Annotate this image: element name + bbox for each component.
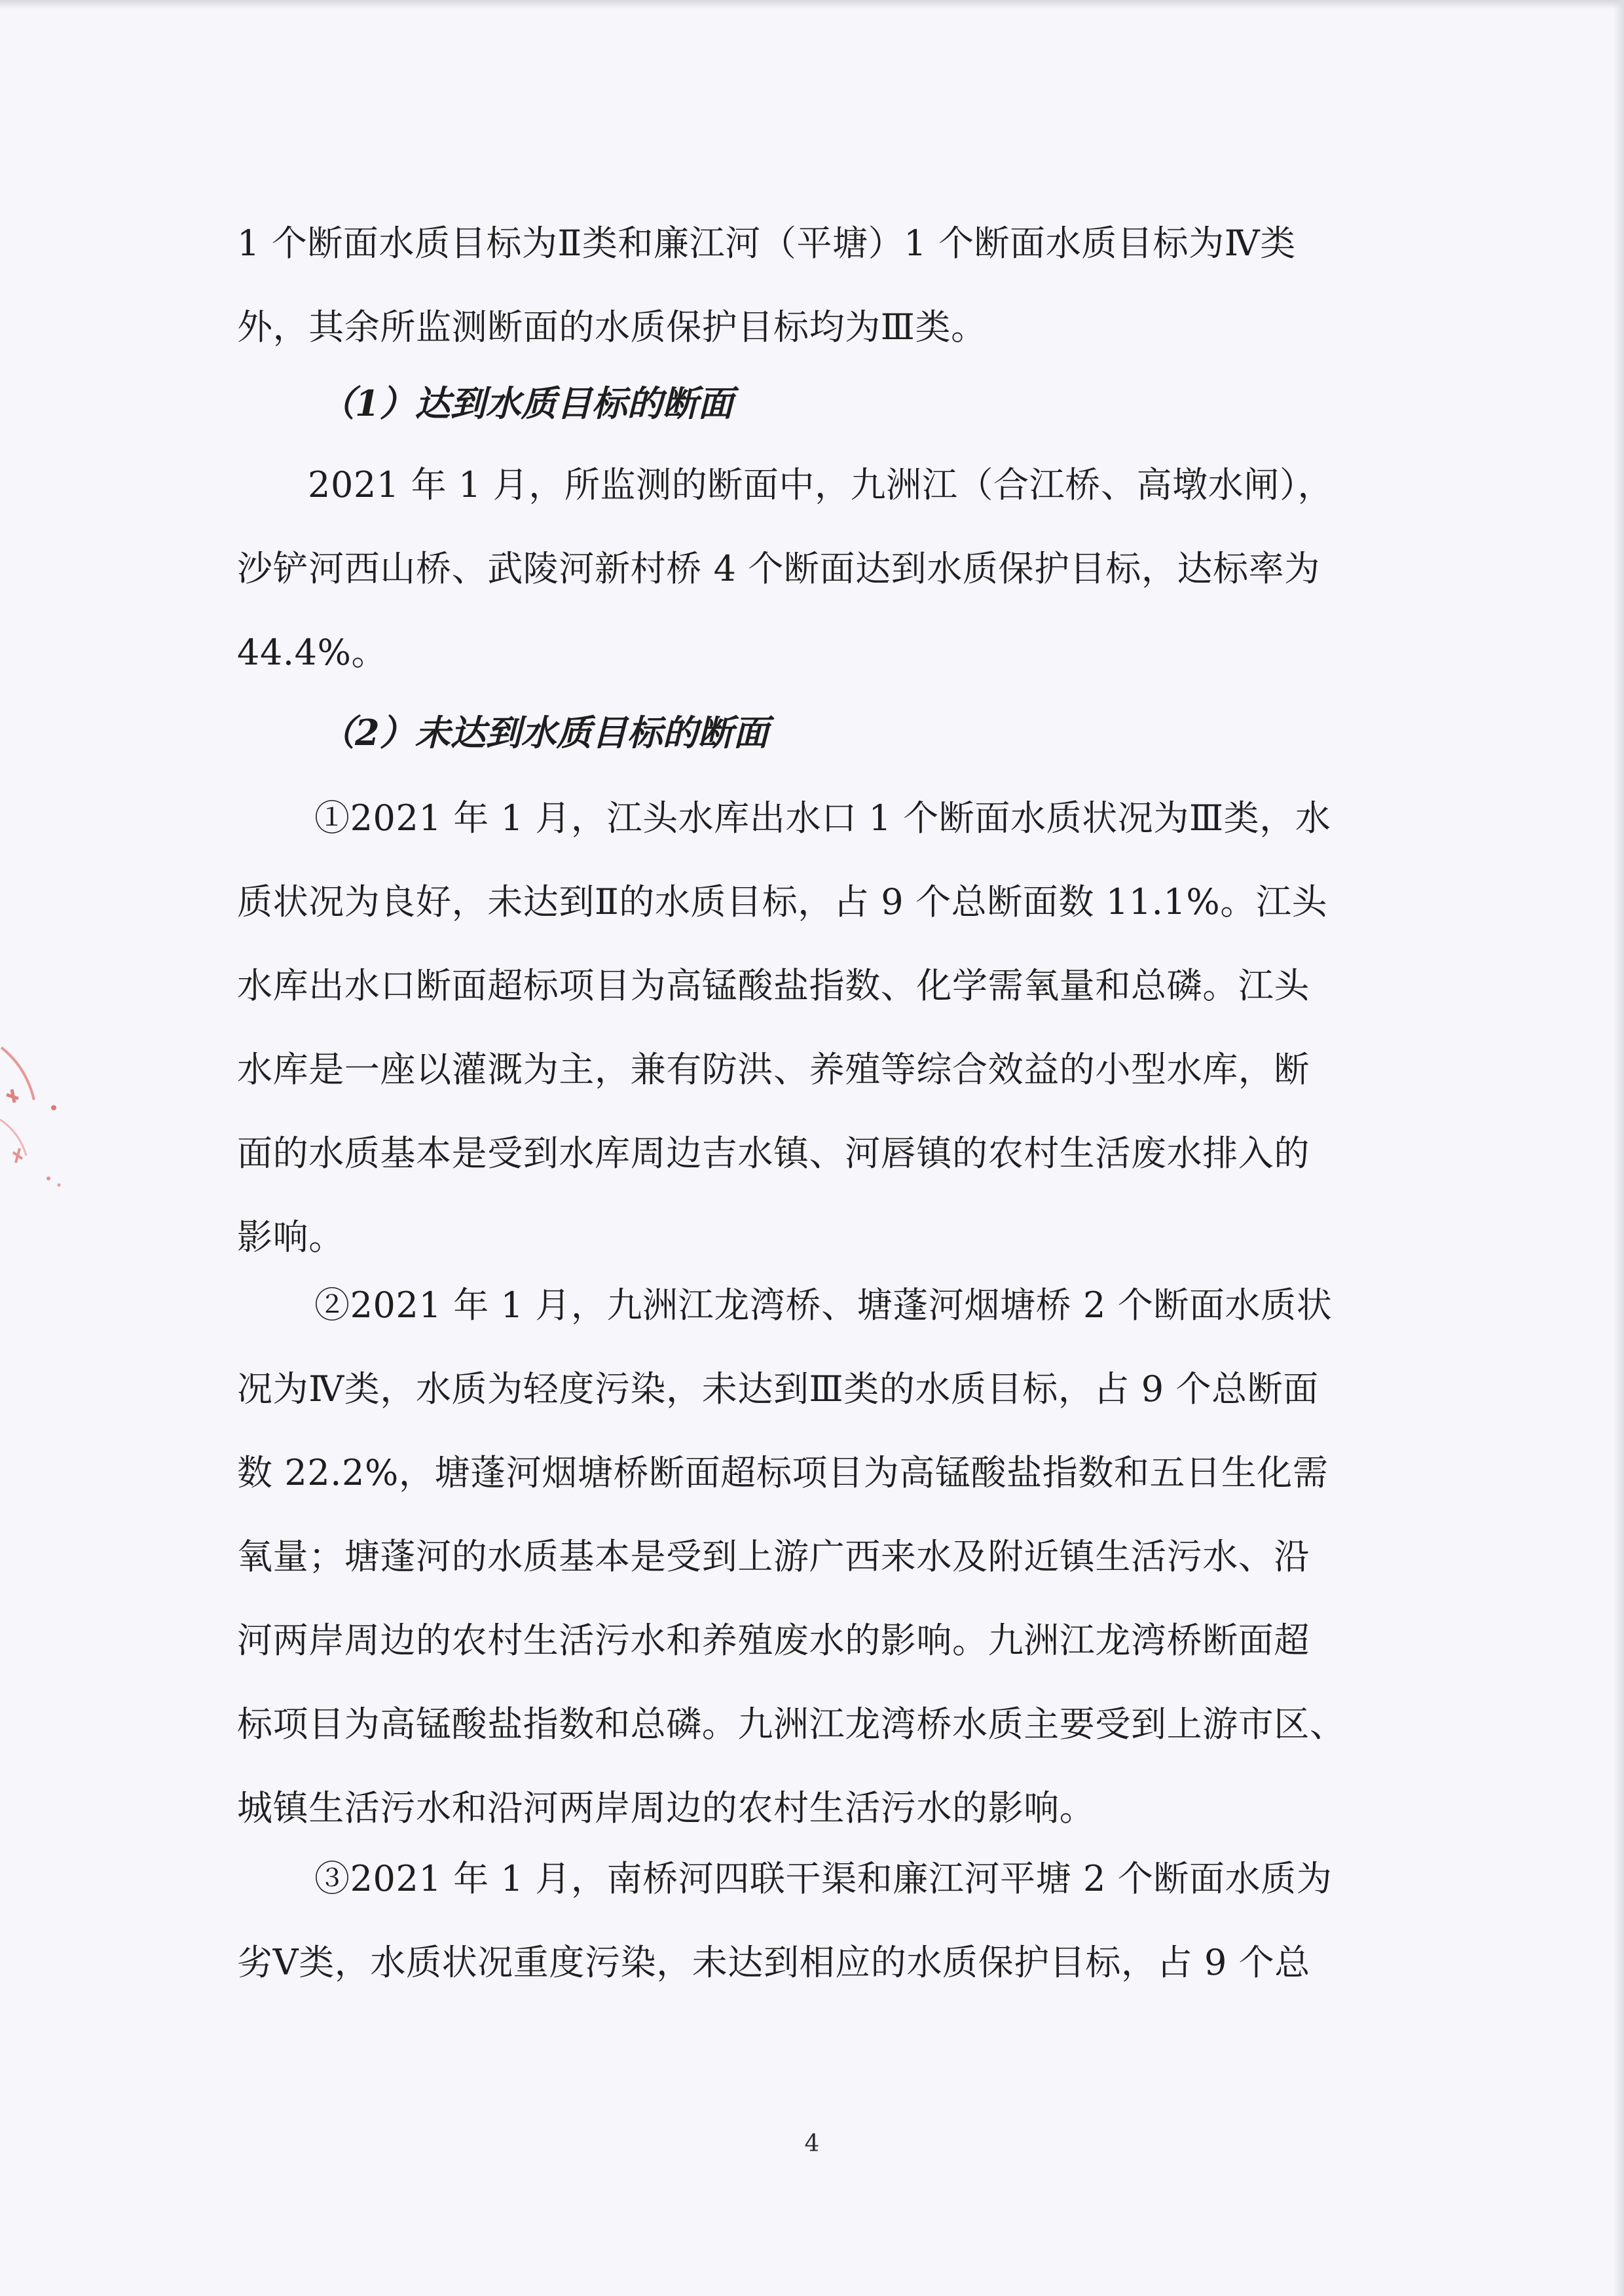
text-line: 河两岸周边的农村生活污水和养殖废水的影响。九洲江龙湾桥断面超 [237, 1620, 1310, 1661]
text-line: ①2021 年 1 月，江头水库出水口 1 个断面水质状况为Ⅲ类，水 [314, 797, 1331, 839]
section-heading-not-met: （2）未达到水质目标的断面 [320, 712, 769, 754]
text-line: 水库出水口断面超标项目为高锰酸盐指数、化学需氧量和总磷。江头 [237, 965, 1310, 1006]
text-line: 氧量；塘蓬河的水质基本是受到上游广西来水及附近镇生活污水、沿 [237, 1536, 1310, 1577]
paragraph-item-2 [237, 1264, 1376, 1850]
section-heading-met: （1）达到水质目标的断面 [320, 382, 733, 424]
text-line: 况为Ⅳ类，水质为轻度污染，未达到Ⅲ类的水质目标，占 9 个总断面 [237, 1368, 1319, 1410]
paragraph-intro [237, 202, 1376, 369]
text-line: 城镇生活污水和沿河两岸周边的农村生活污水的影响。 [237, 1787, 1096, 1829]
text-line: 影响。 [237, 1216, 344, 1258]
text-line: 水库是一座以灌溉为主，兼有防洪、养殖等综合效益的小型水库，断 [237, 1049, 1310, 1090]
text-line: 沙铲河西山桥、武陵河新村桥 4 个断面达到水质保护目标，达标率为 [237, 548, 1320, 589]
text-line: 2021 年 1 月，所监测的断面中，九洲江（合江桥、高墩水闸）， [308, 464, 1334, 505]
paragraph-met [237, 443, 1376, 695]
paragraph-item-1 [237, 776, 1376, 1279]
text-line: ②2021 年 1 月，九洲江龙湾桥、塘蓬河烟塘桥 2 个断面水质状 [314, 1285, 1333, 1326]
red-seal-fragment [0, 1021, 72, 1205]
text-line: 外，其余所监测断面的水质保护目标均为Ⅲ类。 [237, 306, 987, 348]
text-line: 标项目为高锰酸盐指数和总磷。九洲江龙湾桥水质主要受到上游市区、 [237, 1704, 1346, 1745]
text-line: 44.4%。 [237, 632, 388, 673]
page-number: 4 [804, 2130, 820, 2157]
text-line: 面的水质基本是受到水库周边吉水镇、河唇镇的农村生活废水排入的 [237, 1133, 1310, 1174]
text-line: 1 个断面水质目标为Ⅱ类和廉江河（平塘）1 个断面水质目标为Ⅳ类 [237, 223, 1296, 264]
text-line: 劣Ⅴ类，水质状况重度污染，未达到相应的水质保护目标，占 9 个总 [237, 1942, 1310, 1983]
paragraph-item-3 [237, 1837, 1376, 2005]
text-line: 质状况为良好，未达到Ⅱ的水质目标，占 9 个总断面数 11.1%。江头 [237, 881, 1328, 922]
text-line: ③2021 年 1 月，南桥河四联干渠和廉江河平塘 2 个断面水质为 [314, 1858, 1333, 1899]
text-line: 数 22.2%，塘蓬河烟塘桥断面超标项目为高锰酸盐指数和五日生化需 [237, 1452, 1329, 1493]
